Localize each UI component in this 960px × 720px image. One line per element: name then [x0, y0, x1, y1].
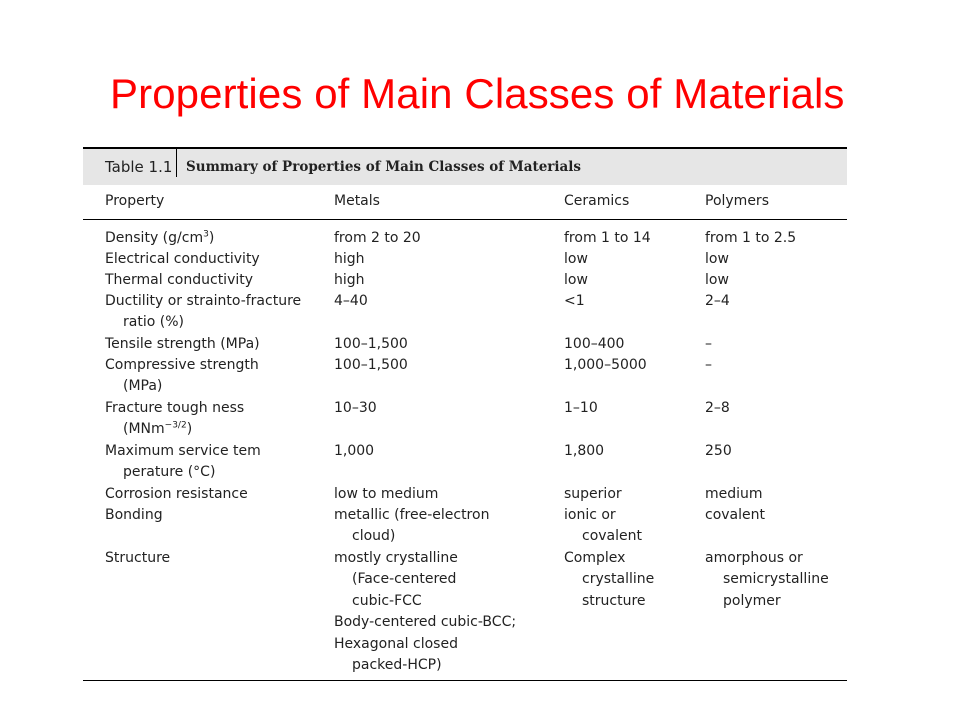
cell-ceramics: 1,800 — [564, 443, 605, 459]
cell-polymers: 2–8 — [705, 400, 730, 416]
cell-property: Maximum service tem perature (°C) — [105, 443, 261, 481]
header-polymers: Polymers — [705, 193, 769, 209]
header-metals: Metals — [334, 193, 380, 209]
cell-ceramics: 1,000–5000 — [564, 357, 647, 373]
table-caption — [83, 147, 847, 185]
cell-metals: 1,000 — [334, 443, 375, 459]
cell-property: Structure — [105, 550, 171, 566]
cell-ceramics: Complex crystalline structure — [564, 550, 655, 609]
cell-polymers: low — [705, 251, 729, 267]
table-label: Table 1.1 — [105, 158, 173, 176]
cell-ceramics: 100–400 — [564, 336, 625, 352]
cell-ceramics: low — [564, 251, 588, 267]
cell-ceramics: from 1 to 14 — [564, 230, 651, 246]
cell-metals: from 2 to 20 — [334, 230, 421, 246]
header-ceramics: Ceramics — [564, 193, 630, 209]
cell-metals: mostly crystalline (Face-centered cubic-FCC Body-centered cubic-BCC; Hexagonal closed packed-HCP) — [334, 550, 517, 674]
caption-divider — [176, 149, 177, 177]
table-body — [83, 220, 847, 681]
cell-polymers: 2–4 — [705, 293, 730, 309]
cell-property: Compressive strength (MPa) — [105, 357, 259, 395]
cell-ceramics: superior — [564, 486, 622, 502]
cell-property: Density $(g/cm^3)$ — [105, 229, 215, 246]
cell-property: Fracture tough ness (MNm$^{-3/2}$) — [105, 400, 245, 438]
cell-polymers: covalent — [705, 507, 765, 523]
cell-metals: 100–1,500 — [334, 336, 408, 352]
cell-polymers: – — [705, 357, 712, 373]
cell-polymers: from 1 to 2.5 — [705, 230, 797, 246]
cell-property: Electrical conductivity — [105, 251, 260, 267]
cell-ceramics: 1–10 — [564, 400, 598, 416]
cell-ceramics: low — [564, 272, 588, 288]
cell-metals: metallic (free-electron cloud) — [334, 507, 490, 545]
cell-ceramics: ionic or covalent — [564, 507, 642, 545]
cell-polymers: low — [705, 272, 729, 288]
cell-ceramics: <1 — [564, 293, 585, 309]
cell-metals: high — [334, 251, 365, 267]
cell-property: Thermal conductivity — [105, 272, 254, 288]
cell-metals: low to medium — [334, 486, 439, 502]
cell-polymers: amorphous or semicrystalline polymer — [705, 550, 829, 609]
cell-property: Corrosion resistance — [105, 486, 248, 502]
cell-metals: 4–40 — [334, 293, 368, 309]
cell-polymers: – — [705, 336, 712, 352]
table-title: Summary of Properties of Main Classes of Materials — [186, 159, 582, 175]
table-header-row — [83, 185, 847, 220]
cell-polymers: medium — [705, 486, 763, 502]
cell-property: Bonding — [105, 507, 163, 523]
cell-metals: high — [334, 272, 365, 288]
cell-polymers: 250 — [705, 443, 732, 459]
cell-metals: 100–1,500 — [334, 357, 408, 373]
slide-title: Properties of Main Classes of Materials — [110, 70, 845, 117]
header-property: Property — [105, 193, 165, 209]
cell-property: Tensile strength (MPa) — [105, 336, 260, 352]
properties-table — [83, 147, 847, 681]
cell-property: Ductility or strainto-fracture ratio (%) — [105, 293, 302, 331]
cell-metals: 10–30 — [334, 400, 377, 416]
